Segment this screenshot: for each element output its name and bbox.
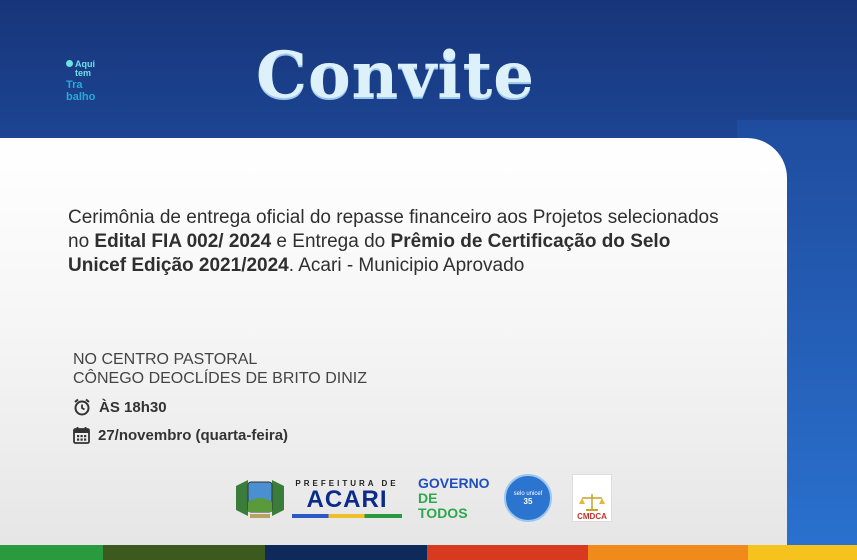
page-title: Convite [256, 38, 535, 113]
brand-line3: Tra [66, 79, 83, 91]
brand-dot-icon [66, 60, 73, 67]
footer-stripe-red [427, 545, 588, 560]
desc-bold-2: Prêmio de Certificação do Selo Unicef Edição 2021/2024 [68, 231, 671, 276]
scales-icon [578, 492, 606, 512]
location-line1: NO CENTRO PASTORAL [73, 351, 258, 368]
footer-stripe-yellow [748, 545, 857, 560]
cmdca-logo [572, 474, 612, 522]
desc-text-2: e Entrega do [271, 231, 391, 252]
brand-line2: tem [75, 68, 92, 78]
selo-number: 35 [523, 496, 533, 506]
prefeitura-acari-logo [292, 479, 402, 518]
event-time-text: ÀS 18h30 [99, 398, 167, 416]
governo-de-todos-logo [418, 476, 488, 521]
desc-bold-1: Edital FIA 002/ 2024 [94, 231, 272, 252]
brand-line1: Aqui [75, 59, 95, 69]
calendar-icon [73, 426, 90, 444]
aqui-tem-trabalho-logo [66, 60, 116, 102]
cmdca-text: CMDCA [577, 512, 607, 521]
alarm-clock-icon [73, 398, 91, 416]
footer-stripe-navy [265, 545, 427, 560]
desc-text-1: Cerimônia de entrega oficial do repasse financeiro aos Projetos selecionados no [68, 207, 719, 252]
prefeitura-color-bar [292, 514, 402, 518]
prefeitura-big-text: ACARI [306, 485, 388, 513]
brand-line4: balho [66, 91, 96, 103]
acari-crest-icon [234, 476, 286, 520]
prefeitura-small-text: PREFEITURA DE [295, 478, 399, 488]
governo-line1: GOVERNO [418, 474, 490, 491]
event-date-text: 27/novembro (quarta-feira) [98, 426, 289, 444]
footer-stripe-green [0, 545, 103, 560]
governo-line2: DE TODOS [418, 489, 468, 521]
footer-stripe-orange [588, 545, 748, 560]
event-time [73, 398, 167, 416]
event-location [73, 350, 367, 388]
footer-stripe-olive [103, 545, 265, 560]
desc-text-3: . Acari - Municipio Aprovado [288, 255, 525, 276]
location-line2: CÔNEGO DEOCLÍDES DE BRITO DINIZ [73, 370, 367, 387]
selo-text: selo unicef [513, 490, 543, 497]
event-description [68, 206, 728, 278]
selo-unicef-logo [504, 474, 552, 522]
sponsor-logos [234, 474, 612, 522]
event-date [73, 426, 288, 444]
